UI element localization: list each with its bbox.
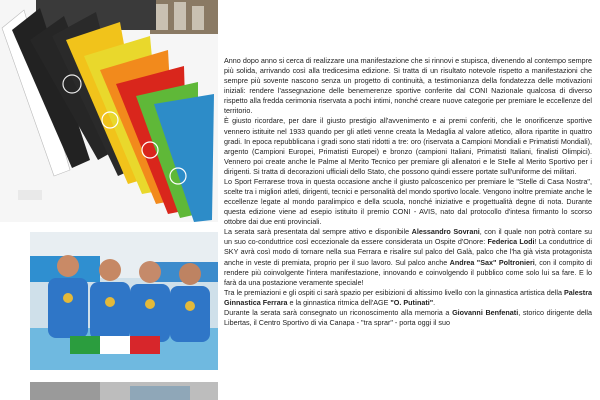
text-run: . xyxy=(433,297,436,307)
text-run: , storico dirigente della Libertas, il Centro Sportivo di via Canapa - "tra sprar" - porta oggi il suo xyxy=(224,307,592,328)
text-run: e la ginnastica ritmica dell'AGE xyxy=(287,297,391,307)
article-paragraph xyxy=(224,308,592,328)
text-run: Anno dopo anno si cerca di realizzare una manifestazione che si rinnovi e stupisca, divenendo al contempo sempre più solida, arrivando così alla tredicesima edizione. Si tratta di un risultato notevole rispetto a manifestazioni che sempre più sovente nascono senza un progetto di continuità, a testimonianza della fondatezza delle motivazioni iniziali: rendere l'assegnazione delle benemerenze sportive conferite dal CONI Nazionale qualcosa di diverso rispetto alla fredda cerimonia riservata a pochi intimi, nonché creare nuove categorie per premiare le eccellenze del territorio. xyxy=(224,56,592,116)
athletes-illustration xyxy=(30,232,218,370)
text-run: ! La conduttrice di SKY avrà così modo di tornare nella sua Ferrara e risalire sul palco del Galà, palco che l'ha già vista protagonista anche in veste di premiata, proprio per il suo lavoro. Sul palco anche xyxy=(224,237,592,267)
text-run: È giusto ricordare, per dare il giusto prestigio all'avvenimento e ai premi conferiti, che le onorificenze sportive vennero istituite nel 1933 quando per gli atleti venne creata la Medaglia al valore atletico, allora ripartite in quattro gradi. In epoca repubblicana i gradi sono stati ridotti a tre: oro (riservata a Campioni Mondiali e Primatisti Mondiali), argento (Campioni Europei, Primatisti Europei) e bronzo (campioni Italiani, Primatisti Italiani, finalisti Olimpici). Vennero poi create anche le Palme al Merito Tecnico per premiare gli allenatori e le Stelle al Merito Sportivo per i dirigenti. Si tratta di decorazioni ufficiali dello Stato, che possono quindi essere portate sull'uniforme dei militari. xyxy=(224,116,592,176)
bold-text: Andrea "Sax" Poltronieri xyxy=(449,257,535,267)
article-body xyxy=(224,56,592,400)
article-paragraph xyxy=(224,288,592,308)
article-paragraph xyxy=(224,116,592,176)
event-illustration xyxy=(30,382,218,400)
article-paragraph xyxy=(224,177,592,227)
text-run: Tra le premiazioni e gli ospiti ci sarà spazio per esibizioni di altissimo livello con la ginnastica artistica della xyxy=(224,287,565,297)
article-paragraph xyxy=(224,56,592,116)
text-run: Lo Sport Ferrarese trova in questa occasione anche il giusto palcoscenico per premiare le "Stelle di Casa Nostra", scelte tra i migliori atleti, dirigenti, tecnici e personalità del mondo sportivo locale. Vengono inoltre premiate anche le eccellenze legate al mondo paralimpico e della scuola, nonché iniziative e progettualità degne di nota. Durante questa edizione viene ad esepio istituito il premio CONI - AVIS, nato dal protocollo d'intesa firmanto lo scorso ottobre dai due enti provinciali. xyxy=(224,176,592,227)
text-run: , con il quale non potrà contare su un suo co-conduttrice così eccezionale da essere considerata un Ospite d'Onore: xyxy=(224,227,592,247)
athletes-photo xyxy=(30,232,218,370)
text-run: La serata sarà presentata dal sempre attivo e disponibile xyxy=(224,227,412,237)
article-paragraph xyxy=(224,227,592,287)
bold-text: Alessandro Sovrani xyxy=(411,227,480,237)
medal-icon xyxy=(63,293,73,303)
text-run: Durante la serata sarà consegnato un riconoscimento alla memoria a xyxy=(224,307,453,317)
ribbons-photo xyxy=(0,0,218,222)
bold-text: Federica Lodi xyxy=(487,237,535,247)
text-run: , con il compito di rendere più coinvolgente l'intera manifestazione, innovando e coinvolgendo il pubblico come solo lui sa fare. E lo farà da una postazione veramente speciale! xyxy=(224,257,592,287)
bold-text: Palestra Ginnastica Ferrara xyxy=(224,287,592,307)
ribbons-illustration xyxy=(0,0,218,222)
bold-text: "O. Putinati" xyxy=(390,297,434,307)
event-photo xyxy=(30,382,218,400)
bold-text: Giovanni Benfenati xyxy=(452,307,519,317)
